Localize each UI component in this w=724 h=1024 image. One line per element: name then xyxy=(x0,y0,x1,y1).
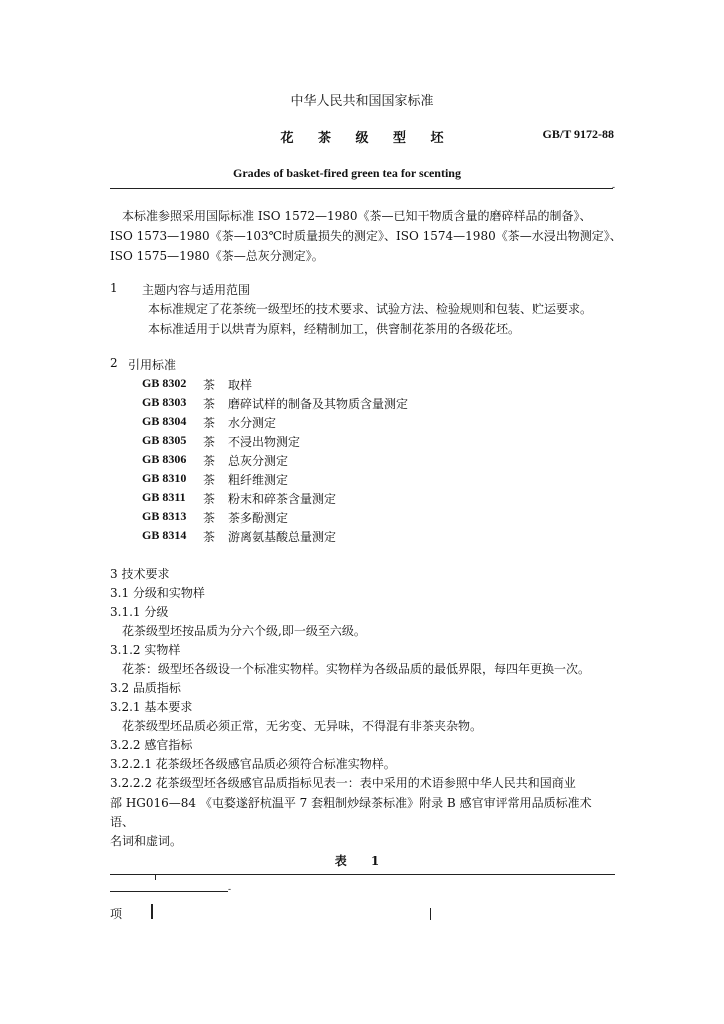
section-1-title: 主题内容与适用范围 xyxy=(142,283,251,297)
ref-name: 游离氨基酸总量测定 xyxy=(228,530,337,544)
section-3-2-2-heading: 3.2.2 感官指标 xyxy=(110,738,193,752)
section-3-2-2-1-text: 3.2.2.1 花茶级坯各级感官品质必须符合标准实物样。 xyxy=(110,757,396,771)
table-column-divider xyxy=(151,904,153,919)
section-2-title: 引用标准 xyxy=(128,358,177,372)
document-title: 花 茶 级 型 坯 xyxy=(280,131,454,146)
ref-name: 取样 xyxy=(228,378,253,392)
ref-code: GB 8314 xyxy=(142,528,187,542)
header-rule xyxy=(110,188,613,189)
ref-subject: 茶 xyxy=(203,454,216,468)
english-title: Grades of basket-fired green tea for scenting xyxy=(233,166,461,180)
section-3-2-2-2-line-3: 语、 xyxy=(110,815,135,829)
intro-line-2: ISO 1573—1980《茶—103℃时质量损失的测定》、ISO 1574—1980《茶—水浸出物测定》、 xyxy=(110,229,622,243)
ref-code: GB 8303 xyxy=(142,395,187,409)
section-3-2-1-text: 花茶级型坯品质必须正常，无劣变、无异味，不得混有非茶夹杂物。 xyxy=(122,719,483,733)
ref-subject: 茶 xyxy=(203,511,216,525)
ref-subject: 茶 xyxy=(203,435,216,449)
ref-subject: 茶 xyxy=(203,397,216,411)
ref-name: 磨碎试样的制备及其物质含量测定 xyxy=(228,397,409,411)
table-top-rule xyxy=(110,874,615,875)
ref-subject: 茶 xyxy=(203,416,216,430)
ref-code: GB 8302 xyxy=(142,376,187,390)
intro-line-3: ISO 1575—1980《茶—总灰分测定》。 xyxy=(110,249,324,263)
section-3-2-2-2-line-2: 部 HG016—84 《屯婺遂舒杭温平 7 套粗制炒绿茶标准》附录 B 感官审评常用品质标准术 xyxy=(110,796,592,810)
header-rule-mark: - xyxy=(612,183,616,193)
standard-title: 中华人民共和国国家标准 xyxy=(290,94,434,109)
ref-code: GB 8306 xyxy=(142,452,187,466)
ref-name: 粗纤维测定 xyxy=(228,473,289,487)
ref-code: GB 8313 xyxy=(142,509,187,523)
section-3-2-heading: 3.2 品质指标 xyxy=(110,681,181,695)
section-1-para-2: 本标准适用于以烘青为原料，经精制加工，供窨制花茶用的各级花坯。 xyxy=(148,322,521,336)
ref-code: GB 8310 xyxy=(142,471,187,485)
ref-subject: 茶 xyxy=(203,473,216,487)
ref-code: GB 8311 xyxy=(142,490,186,504)
section-3-heading: 3 技术要求 xyxy=(110,567,170,581)
section-3-1-1-text: 花茶级型坯按品质为分六个级,即一级至六级。 xyxy=(122,624,366,638)
section-3-1-2-heading: 3.1.2 实物样 xyxy=(110,643,181,657)
section-1-number: 1 xyxy=(110,281,118,295)
ref-subject: 茶 xyxy=(203,492,216,506)
table-caption: 表 1 xyxy=(334,854,390,868)
intro-line-1: 本标准参照采用国际标准 ISO 1572—1980《茶—已知干物质含量的磨碎样品的制备》、 xyxy=(122,209,592,223)
ref-name: 总灰分测定 xyxy=(228,454,289,468)
table-top-tick xyxy=(155,874,156,880)
table-second-rule xyxy=(110,891,228,892)
section-3-2-2-2-line-1: 3.2.2.2 花茶级型坯各级感官品质指标见表一：表中采用的术语参照中华人民共和国商业 xyxy=(110,776,576,790)
ref-subject: 茶 xyxy=(203,530,216,544)
document-code: GB/T 9172-88 xyxy=(542,127,614,141)
section-3-1-2-text: 花茶：级型坯各级设一个标准实物样。实物样为各级品质的最低界限，每四年更换一次。 xyxy=(122,662,591,676)
ref-name: 不浸出物测定 xyxy=(228,435,301,449)
table-column-divider xyxy=(430,908,431,920)
section-1-para-1: 本标准规定了花茶统一级型坯的技术要求、试验方法、检验规则和包装、贮运要求。 xyxy=(148,302,593,316)
section-3-2-2-2-line-4: 名词和虚词。 xyxy=(110,834,183,848)
section-3-1-1-heading: 3.1.1 分级 xyxy=(110,605,169,619)
table-first-column-header: 项 xyxy=(110,907,123,921)
ref-code: GB 8304 xyxy=(142,414,187,428)
ref-name: 粉末和碎茶含量测定 xyxy=(228,492,337,506)
section-3-1-heading: 3.1 分级和实物样 xyxy=(110,586,205,600)
ref-name: 茶多酚测定 xyxy=(228,511,289,525)
ref-name: 水分测定 xyxy=(228,416,277,430)
ref-code: GB 8305 xyxy=(142,433,187,447)
section-3-2-1-heading: 3.2.1 基本要求 xyxy=(110,700,193,714)
section-2-number: 2 xyxy=(110,356,118,370)
ref-subject: 茶 xyxy=(203,378,216,392)
table-rule-mark: - xyxy=(228,885,232,895)
